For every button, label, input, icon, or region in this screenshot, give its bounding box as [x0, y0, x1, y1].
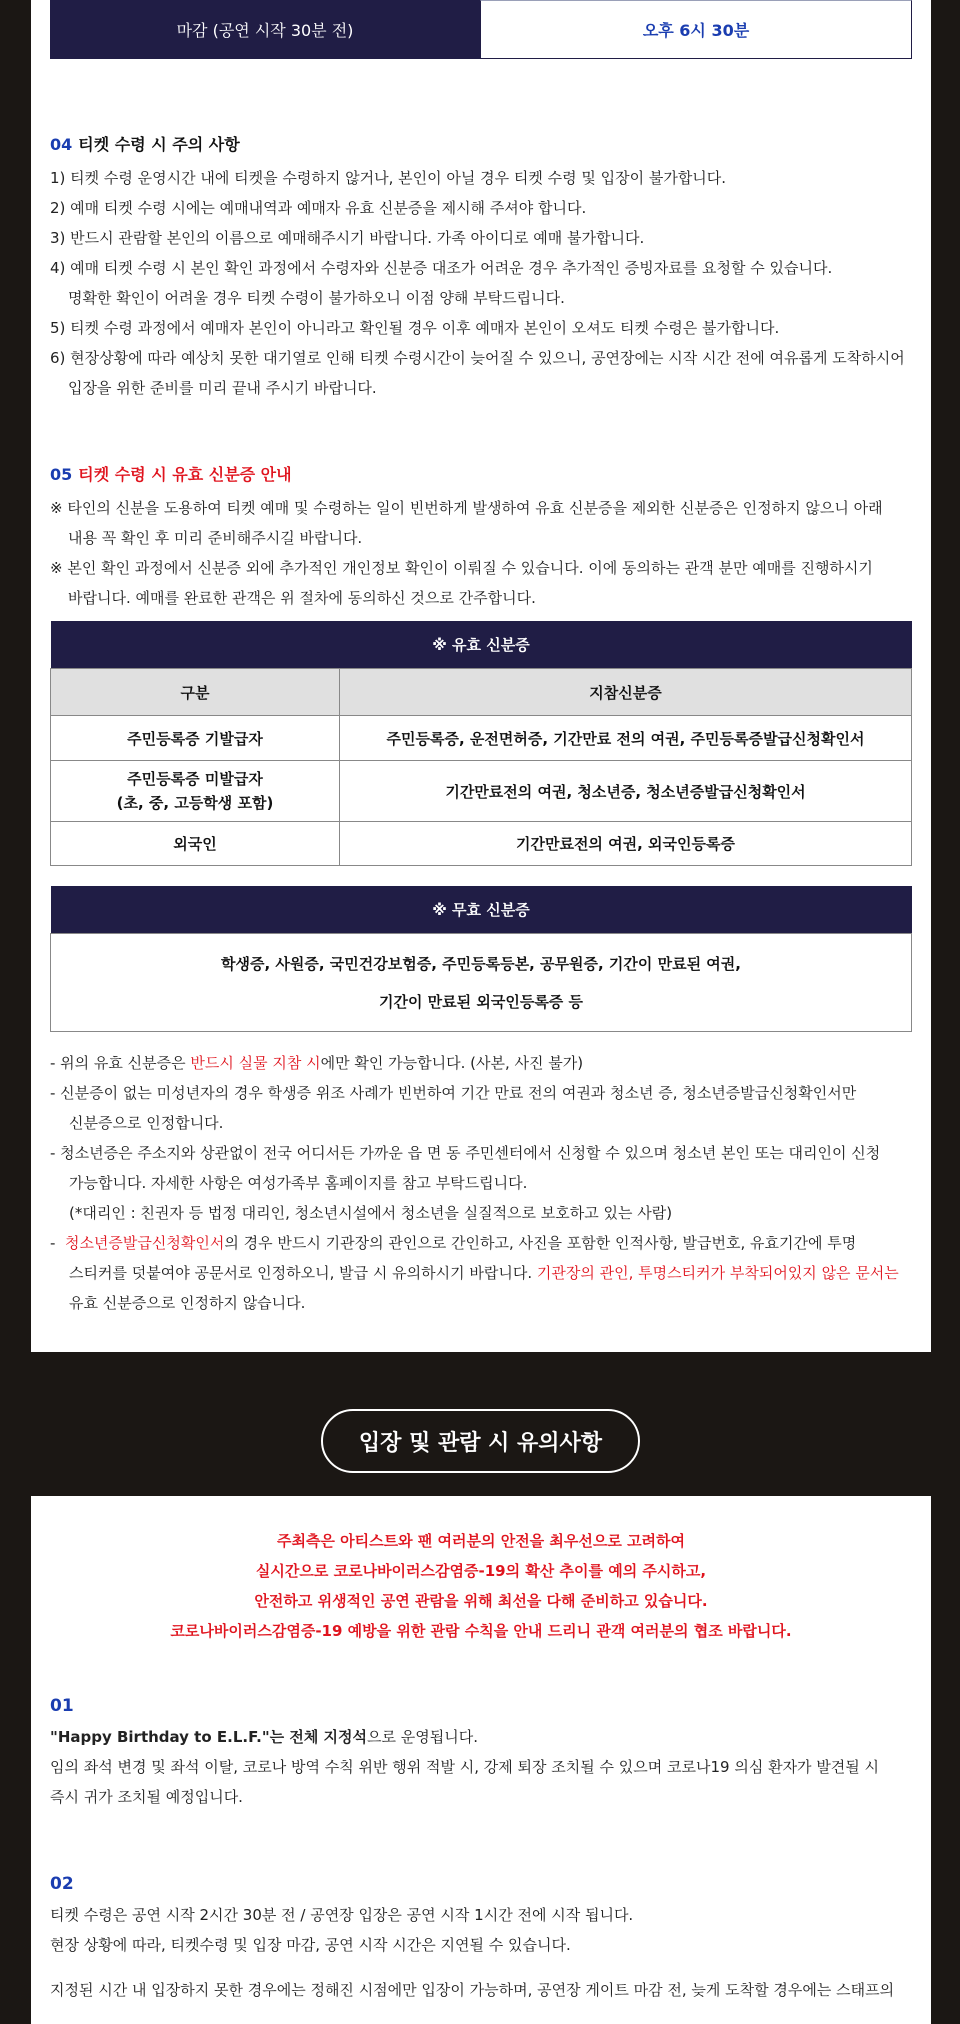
entry-line: 임의 좌석 변경 및 좌석 이탈, 코로나 방역 수칙 위반 행위 적발 시, 강제 퇴장 조치될 수 있으며 코로나19 의심 환자가 발견될 시	[50, 1758, 880, 1776]
entry-item-01-num: 01	[50, 1696, 74, 1716]
note-text: 에만 확인 가능합니다. (사본, 사진 불가)	[320, 1054, 584, 1072]
table-cell: 주민등록증 미발급자 (초, 중, 고등학생 포함)	[51, 761, 340, 822]
list-item: ※ 타인의 신분을 도용하여 티켓 예매 및 수령하는 일이 빈번하게 발생하여 유효 신분증을 제외한 신분증은 인정하지 않으니 아래	[50, 499, 883, 517]
section-04-title	[50, 132, 920, 155]
note-highlight: 기관장의 관인, 투명스티커가 부착되어있지 않은 문서는	[536, 1264, 899, 1282]
note-item	[50, 1258, 920, 1288]
entry-item-02-text	[50, 1900, 920, 2005]
invalid-id-line: 학생증, 사원증, 국민건강보험증, 주민등록등본, 공무원증, 기간이 만료된 여권,	[221, 954, 741, 973]
entry-item-02	[50, 1874, 920, 2005]
section-05	[50, 462, 920, 613]
list-item: 5) 티켓 수령 과정에서 예매자 본인이 아니라고 확인될 경우 이후 예매자 본인이 오셔도 티켓 수령은 불가합니다.	[50, 319, 780, 337]
intro-line: 실시간으로 코로나바이러스감염증-19의 확산 추이를 예의 주시하고,	[255, 1562, 707, 1580]
entry-bold: "Happy Birthday to E.L.F."는 전체 지정석	[50, 1728, 368, 1746]
deadline-value: 오후 6시 30분	[480, 0, 912, 59]
entry-section-pill: 입장 및 관람 시 유의사항	[321, 1409, 640, 1473]
note-item: - 청소년증은 주소지와 상관없이 전국 어디서든 가까운 읍 면 동 주민센터에서 신청할 수 있으며 청소년 본인 또는 대리인이 신청	[50, 1144, 881, 1162]
table-cell: 외국인	[51, 822, 340, 866]
note-item	[50, 1048, 920, 1078]
intro-line: 안전하고 위생적인 공연 관람을 위해 최선을 다해 준비하고 있습니다.	[254, 1592, 708, 1610]
list-item: 3) 반드시 관람할 본인의 이름으로 예매해주시기 바랍니다. 가족 아이디로 예매 불가합니다.	[50, 229, 645, 247]
entry-line: 지정된 시간 내 입장하지 못한 경우에는 정해진 시점에만 입장이 가능하며, 공연장 게이트 마감 전, 늦게 도착할 경우에는 스태프의	[50, 1981, 895, 1999]
entry-line: 티켓 수령은 공연 시작 2시간 30분 전 / 공연장 입장은 공연 시작 1시간 전에 시작 됩니다.	[50, 1906, 634, 1924]
section-05-heading: 티켓 수령 시 유효 신분증 안내	[78, 465, 292, 484]
table-row	[51, 934, 912, 1032]
section-05-title	[50, 462, 920, 485]
note-item: 유효 신분증으로 인정하지 않습니다.	[69, 1294, 306, 1312]
table-cell	[51, 934, 912, 1032]
note-text: 의 경우 반드시 기관장의 관인으로 간인하고, 사진을 포함한 인적사항, 발급번호, 유효기간에 투명	[224, 1234, 857, 1252]
section-05-num: 05	[50, 465, 73, 484]
list-item: 4) 예매 티켓 수령 시 본인 확인 과정에서 수령자와 신분증 대조가 어려운 경우 추가적인 증빙자료를 요청할 수 있습니다.	[50, 259, 833, 277]
entry-info-panel	[31, 1496, 931, 2024]
entry-line: 현장 상황에 따라, 티켓수령 및 입장 마감, 공연 시작 시간은 지연될 수 있습니다.	[50, 1936, 571, 1954]
entry-item-02-num: 02	[50, 1874, 74, 1894]
list-item: 1) 티켓 수령 운영시간 내에 티켓을 수령하지 않거나, 본인이 아닐 경우 티켓 수령 및 입장이 불가합니다.	[50, 169, 727, 187]
column-header: 지참신분증	[340, 669, 912, 716]
column-header: 구분	[51, 669, 340, 716]
note-highlight: 반드시 실물 지참 시	[190, 1054, 321, 1072]
note-highlight: 청소년증발급신청확인서	[64, 1234, 225, 1252]
section-04-num: 04	[50, 135, 73, 154]
entry-line: 즉시 귀가 조치될 예정입니다.	[50, 1788, 243, 1806]
entry-line	[50, 1722, 920, 1752]
list-item: 바랍니다. 예매를 완료한 관객은 위 절차에 동의하신 것으로 간주합니다.	[68, 589, 536, 607]
list-item: 입장을 위한 준비를 미리 끝내 주시기 바랍니다.	[68, 379, 377, 397]
list-item: 명확한 확인이 어려울 경우 티켓 수령이 불가하오니 이점 양해 부탁드립니다.	[68, 289, 565, 307]
entry-intro	[31, 1526, 931, 1646]
invalid-id-table	[50, 886, 912, 1032]
deadline-label: 마감 (공연 시작 30분 전)	[50, 0, 480, 59]
table-row	[51, 716, 912, 761]
invalid-id-table-title: ※ 무효 신분증	[51, 886, 912, 934]
entry-text: 으로 운영됩니다.	[367, 1728, 478, 1746]
intro-line: 주최측은 아티스트와 팬 여러분의 안전을 최우선으로 고려하여	[276, 1532, 686, 1550]
intro-line: 코로나바이러스감염증-19 예방을 위한 관람 수칙을 안내 드리니 관객 여러분의 협조 바랍니다.	[170, 1622, 792, 1640]
list-item: 6) 현장상황에 따라 예상치 못한 대기열로 인해 티켓 수령시간이 늦어질 수 있으니, 공연장에는 시작 시간 전에 여유롭게 도착하시어	[50, 349, 905, 367]
entry-item-01	[50, 1696, 920, 1812]
id-notes	[50, 1048, 920, 1318]
section-04-heading: 티켓 수령 시 주의 사항	[78, 135, 240, 154]
section-04	[50, 132, 920, 403]
table-cell: 주민등록증, 운전면허증, 기간만료 전의 여권, 주민등록증발급신청확인서	[340, 716, 912, 761]
note-item: - 신분증이 없는 미성년자의 경우 학생증 위조 사례가 빈번하여 기간 만료 전의 여권과 청소년 증, 청소년증발급신청확인서만	[50, 1084, 857, 1102]
note-item: 신분증으로 인정합니다.	[69, 1114, 224, 1132]
section-05-list	[50, 493, 920, 613]
deadline-row	[50, 0, 912, 59]
note-item: - 청소년증발급신청확인서의 경우 반드시 기관장의 관인으로 간인하고, 사진을 포함한 인적사항, 발급번호, 유효기간에 투명	[50, 1234, 857, 1252]
ticket-info-panel	[31, 0, 931, 1352]
note-item: 가능합니다. 자세한 사항은 여성가족부 홈페이지를 참고 부탁드립니다.	[69, 1174, 528, 1192]
valid-id-table-title: ※ 유효 신분증	[51, 621, 912, 669]
table-cell: 기간만료전의 여권, 청소년증, 청소년증발급신청확인서	[340, 761, 912, 822]
table-row	[51, 822, 912, 866]
table-row	[51, 761, 912, 822]
list-item: 2) 예매 티켓 수령 시에는 예매내역과 예매자 유효 신분증을 제시해 주셔야 합니다.	[50, 199, 587, 217]
table-cell: 주민등록증 기발급자	[51, 716, 340, 761]
section-04-list	[50, 163, 920, 403]
table-header-row	[51, 669, 912, 716]
entry-item-01-text	[50, 1722, 920, 1812]
note-text: 스티커를 덧붙여야 공문서로 인정하오니, 발급 시 유의하시기 바랍니다.	[69, 1264, 537, 1282]
list-item: 내용 꼭 확인 후 미리 준비해주시길 바랍니다.	[68, 529, 363, 547]
valid-id-table	[50, 621, 912, 866]
note-item: (*대리인 : 친권자 등 법정 대리인, 청소년시설에서 청소년을 실질적으로 보호하고 있는 사람)	[69, 1204, 673, 1222]
table-cell: 기간만료전의 여권, 외국인등록증	[340, 822, 912, 866]
note-text: - 위의 유효 신분증은	[50, 1054, 191, 1072]
list-item: ※ 본인 확인 과정에서 신분증 외에 추가적인 개인정보 확인이 이뤄질 수 있습니다. 이에 동의하는 관객 분만 예매를 진행하시기	[50, 559, 873, 577]
invalid-id-line: 기간이 만료된 외국인등록증 등	[378, 992, 584, 1011]
